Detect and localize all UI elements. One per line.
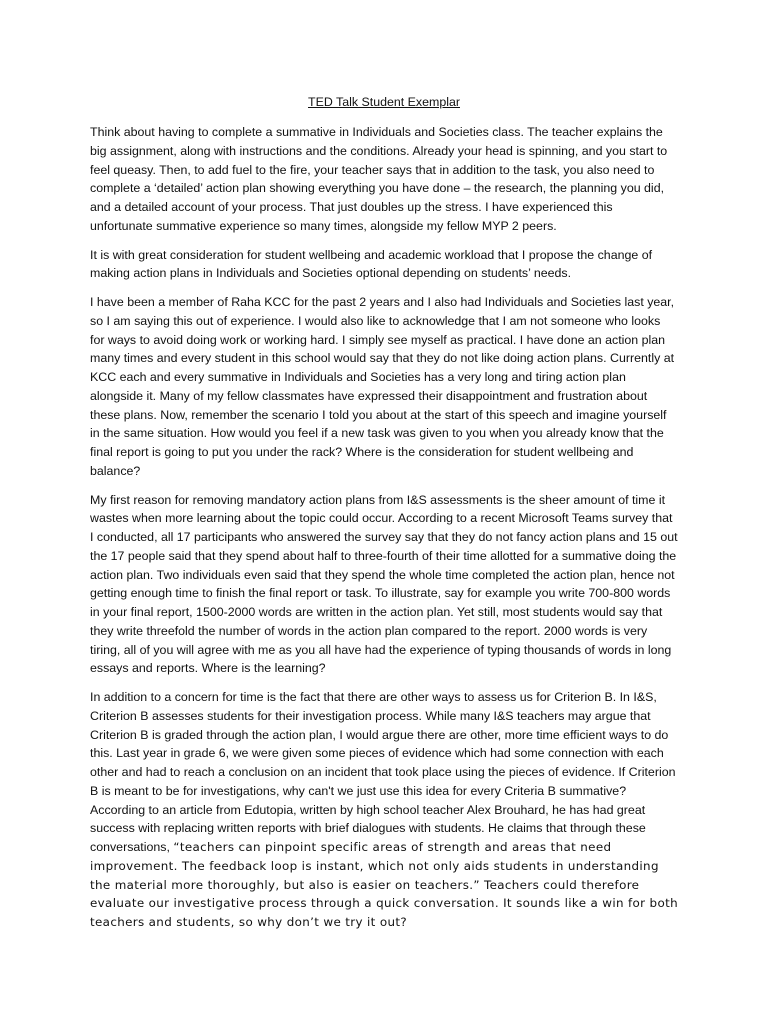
paragraph-experience: I have been a member of Raha KCC for the past 2 years and I also had Individuals and Societies last year, so I am saying this out of experience. I would also like to acknowledge that I am not someone who looks for ways to avoid doing work or working hard. I simply see myself as practical. I have done an action plan many times and every student in this school would say that they do not like doing action plans. Currently at KCC each and every summative in Individuals and Societies has a very long and tiring action plan alongside it. Many of my fellow classmates have expressed their disappointment and frustration about these plans. Now, remember the scenario I told you about at the start of this speech and imagine yourself in the same situation. How would you feel if a new task was given to you when you already know that the final report is going to put you under the rack? Where is the consideration for student wellbeing and balance? [90, 295, 675, 478]
paragraph-second-reason-text: In addition to a concern for time is the fact that there are other ways to assess us for Criterion B. In I&S, Criterion B assesses students for their investigation process. While many I&S teachers may argue that Criterion B is graded through the action plan, I would argue there are other, more time efficient ways to do this. Last year in grade 6, we were given some pieces of evidence which had some connection with each other and had to reach a conclusion on an incident that took place using the pieces of evidence. If Criterion B is meant to be for investigations, why can't we just use this idea for every Criteria B summative? According to an article from Edutopia, written by high school teacher Alex Brouhard, he has had great success with replacing written reports with brief dialogues with students. He claims that through these conversations, [90, 690, 676, 854]
paragraph-first-reason: My first reason for removing mandatory action plans from I&S assessments is the sheer amount of time it wastes when more learning about the topic could occur. According to a recent Microsoft Teams survey that I conducted, all 17 participants who answered the survey say that they do not fancy action plans and 15 out the 17 people said that they spend about half to three-fourth of their time allotted for a summative doing the action plan. Two individuals even said that they spend the whole time completed the action plan, hence not getting enough time to finish the final report or task. To illustrate, say for example you write 700-800 words in your final report, 1500-2000 words are written in the action plan. Yet still, most students would say that they write threefold the number of words in the action plan compared to the report. 2000 words is very tiring, all of you will agree with me as you all have had the experience of typing thousands of words in long essays and reports. Where is the learning? [90, 492, 678, 676]
paragraph-second-reason [90, 688, 678, 932]
paragraph-proposal: It is with great consideration for student wellbeing and academic workload that I propose the change of making action plans in Individuals and Societies optional depending on students’ needs. [90, 247, 653, 281]
quoted-passage: “teachers can pinpoint specific areas of strength and areas that need improvement. The feedback loop is instant, which not only aids students in understanding the material more thoroughly, but also is easier on teachers.” Teachers could therefore evaluate our investigative process through a quick conversation. It sounds like a win for both teachers and students, so why don’t we try it out? [90, 840, 678, 929]
document-page [90, 93, 678, 942]
paragraph-intro: Think about having to complete a summative in Individuals and Societies class. The teacher explains the big assignment, along with instructions and the conditions. Already your head is spinning, and you start to feel queasy. Then, to add fuel to the fire, your teacher says that in addition to the task, you also need to complete a ‘detailed’ action plan showing everything you have done – the research, the planning you did, and a detailed account of your process. That just doubles up the stress. I have experienced this unfortunate summative experience so many times, alongside my fellow MYP 2 peers. [90, 125, 668, 233]
document-title: TED Talk Student Exemplar [308, 95, 460, 109]
